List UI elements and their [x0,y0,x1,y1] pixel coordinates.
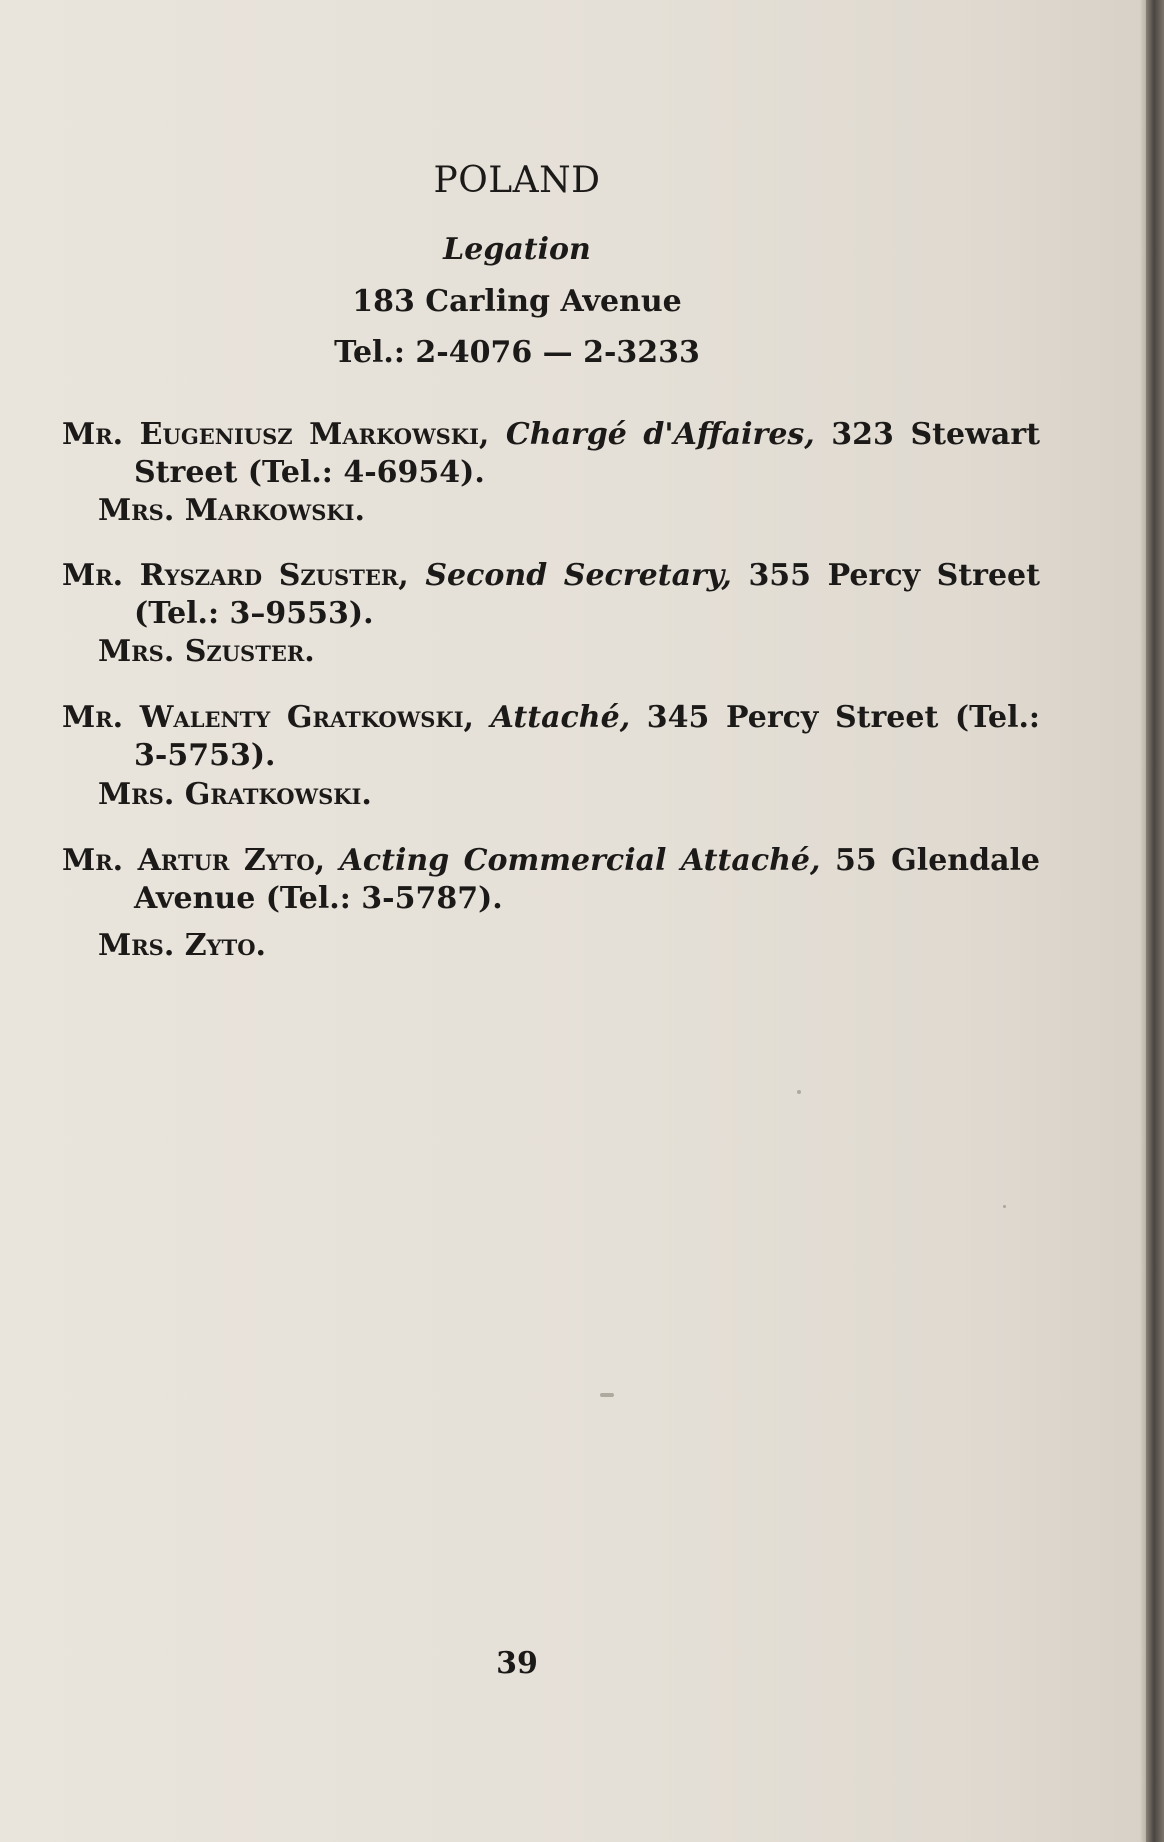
paper-speck [797,1090,801,1094]
diplomat-details: 323 Stewart Street (Tel.: 4-6954). [134,417,1040,490]
diplomat-details: 355 Percy Street (Tel.: 3–9553). [134,558,1040,631]
mission-phone: Tel.: 2-4076 — 2-3233 [334,335,700,370]
paper-speck [600,1393,614,1397]
diplomat-title: Attaché, [490,700,631,735]
diplomat-name: Mr. Ryszard Szuster, [62,558,409,593]
country-heading: POLAND [433,160,601,201]
diplomat-name: Mr. Eugeniusz Markowski, [62,417,490,452]
diplomat-entry [62,416,1040,492]
diplomat-details: 55 Glendale Avenue (Tel.: 3-5787). [134,843,1040,916]
diplomat-entry [62,842,1040,918]
diplomat-entry [62,557,1040,633]
diplomat-name: Mr. Walenty Gratkowski, [62,700,474,735]
paper-speck [1003,1205,1006,1208]
diplomat-details: 345 Percy Street (Tel.: 3-5753). [134,700,1040,773]
spouse-name: Mrs. Gratkowski. [98,777,372,812]
spouse-name: Mrs. Szuster. [98,634,315,669]
spouse-name: Mrs. Markowski. [98,493,365,528]
diplomat-name: Mr. Artur Zyto, [62,843,326,878]
book-spine [1146,0,1164,1842]
mission-address: 183 Carling Avenue [352,284,682,319]
diplomat-title: Second Secretary, [425,558,732,593]
diplomat-title: Chargé d'Affaires, [505,417,815,452]
diplomat-title: Acting Commercial Attaché, [339,843,821,878]
spouse-name: Mrs. Zyto. [98,928,266,963]
mission-type: Legation [443,232,591,267]
page-number: 39 [496,1646,538,1681]
diplomat-entry [62,699,1040,775]
